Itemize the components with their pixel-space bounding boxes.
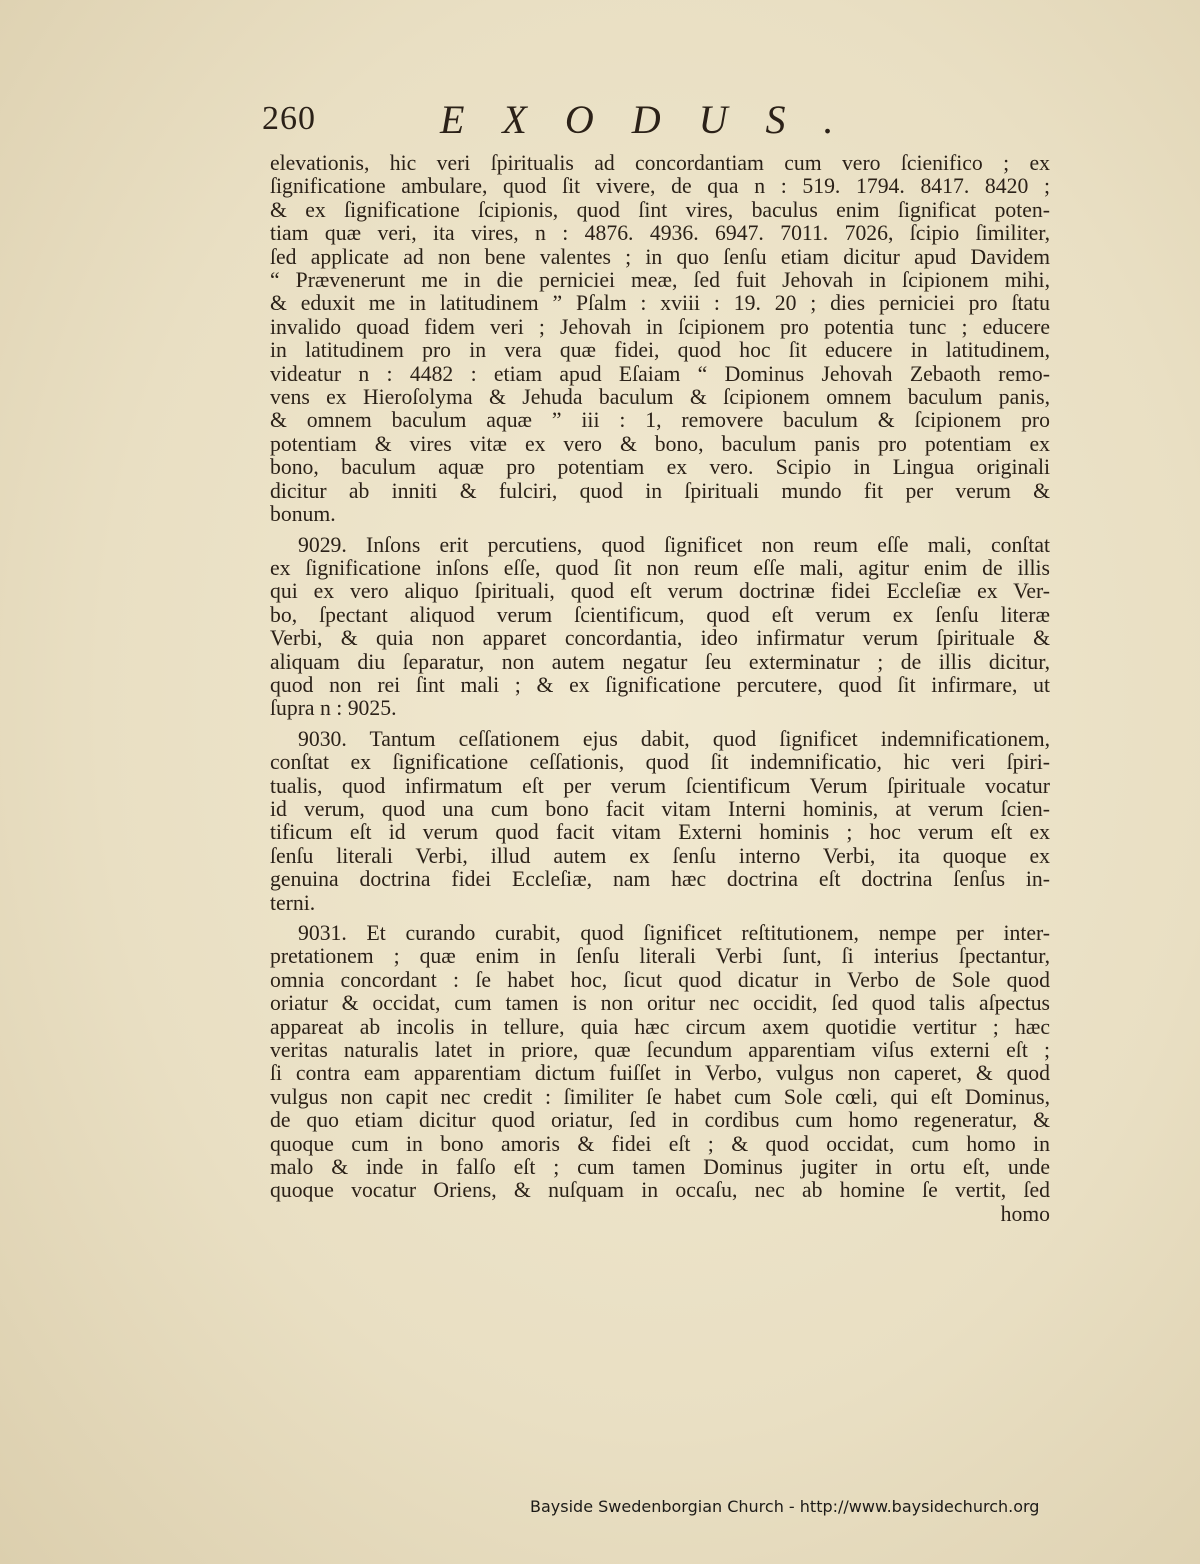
text-line: ſignificatione ambulare, quod ſit vivere, de qua n : 519. 1794. 8417. 8420 ;: [270, 174, 1050, 199]
paragraph: [270, 152, 1050, 527]
text-line: omnia concordant : ſe habet hoc, ſicut quod dicatur in Verbo de Sole quod: [270, 967, 1050, 992]
page-number: 260: [262, 100, 316, 137]
text-line: bo, ſpectant aliquod verum ſcientificum, quod eſt verum ex ſenſu literæ: [270, 602, 1050, 627]
text-line: & omnem baculum aquæ ” iii : 1, removere baculum & ſcipionem pro: [270, 408, 1050, 433]
text-line: in latitudinem pro in vera quæ fidei, quod hoc ſit educere in latitudinem,: [270, 338, 1050, 363]
text-line: vens ex Hieroſolyma & Jehuda baculum & ſcipionem omnem baculum panis,: [270, 385, 1050, 410]
catchword: homo: [1000, 1201, 1050, 1226]
text-line: quoque cum in bono amoris & fidei eſt ; & quod occidat, cum homo in: [270, 1131, 1050, 1156]
text-line: tiam quæ veri, ita vires, n : 4876. 4936. 6947. 7011. 7026, ſcipio ſimiliter,: [270, 221, 1050, 246]
paragraph: [270, 534, 1050, 721]
text-line: invalido quoad fidem veri ; Jehovah in ſcipionem pro potentia tunc ; educere: [270, 314, 1050, 339]
text-line: elevationis, hic veri ſpiritualis ad concordantiam cum vero ſcienifico ; ex: [270, 151, 1050, 175]
paragraph: [270, 922, 1050, 1226]
text-line: tificum eſt id verum quod facit vitam Externi hominis ; hoc verum eſt ex: [270, 820, 1050, 845]
text-line: bonum.: [270, 502, 336, 527]
text-line: ex ſignificatione inſons eſſe, quod ſit non reum eſſe mali, agitur enim de illis: [270, 555, 1050, 580]
text-line: 9031. Et curando curabit, quod ſignificet reſtitutionem, nempe per inter-: [298, 921, 1050, 945]
page-header: [262, 96, 1062, 146]
text-line: id verum, quod una cum bono facit vitam Interni hominis, at verum ſcien-: [270, 796, 1050, 821]
text-line: quoque vocatur Oriens, & nuſquam in occaſu, nec ab homine ſe vertit, ſed: [270, 1178, 1050, 1203]
text-line: & eduxit me in latitudinem ” Pſalm : xviii : 19. 20 ; dies perniciei pro ſtatu: [270, 291, 1050, 316]
text-line: & ex ſignificatione ſcipionis, quod ſint vires, baculus enim ſignificat poten-: [270, 197, 1050, 222]
text-line: terni.: [270, 890, 316, 915]
text-line: appareat ab incolis in tellure, quia hæc circum axem quotidie vertitur ; hæc: [270, 1014, 1050, 1039]
text-line: potentiam & vires vitæ ex vero & bono, baculum panis pro potentiam ex: [270, 431, 1050, 456]
text-line: 9029. Inſons erit percutiens, quod ſignificet non reum eſſe mali, conſtat: [298, 532, 1050, 557]
text-line: tualis, quod infirmatum eſt per verum ſcientificum Verum ſpirituale vocatur: [270, 773, 1050, 798]
paragraph: [270, 728, 1050, 915]
text-line: malo & inde in falſo eſt ; cum tamen Dominus jugiter in ortu eſt, unde: [270, 1155, 1050, 1180]
text-line: vulgus non capit nec credit : ſimiliter ſe habet cum Sole cœli, qui eſt Dominus,: [270, 1084, 1050, 1109]
running-title: EXODUS.: [440, 97, 872, 142]
text-line: 9030. Tantum ceſſationem ejus dabit, quod ſignificet indemnificationem,: [298, 726, 1050, 751]
text-line: qui ex vero aliquo ſpirituali, quod eſt verum doctrinæ fidei Eccleſiæ ex Ver-: [270, 579, 1050, 604]
text-line: “ Prævenerunt me in die perniciei meæ, ſed fuit Jehovah in ſcipionem mihi,: [270, 268, 1050, 293]
footer-credit: Bayside Swedenborgian Church - http://www.baysidechurch.org: [530, 1497, 1040, 1516]
text-line: conſtat ex ſignificatione ceſſationis, quod ſit indemnificatio, hic veri ſpiri-: [270, 750, 1050, 775]
text-line: de quo etiam dicitur quod oriatur, ſed in cordibus cum homo regeneratur, &: [270, 1108, 1050, 1133]
text-line: dicitur ab inniti & fulciri, quod in ſpirituali mundo fit per verum &: [270, 478, 1050, 503]
text-line: veritas naturalis latet in priore, quæ ſecundum apparentiam viſus externi eſt ;: [270, 1038, 1050, 1063]
body-text: [270, 152, 1050, 1233]
text-line: videatur n : 4482 : etiam apud Eſaiam “ Dominus Jehovah Zebaoth remo-: [270, 361, 1050, 386]
text-line: quod non rei ſint mali ; & ex ſignificatione percutere, quod ſit infirmare, ut: [270, 672, 1050, 697]
text-line: Verbi, & quia non apparet concordantia, ideo infirmatur verum ſpirituale &: [270, 626, 1050, 651]
text-line: pretationem ; quæ enim in ſenſu literali Verbi ſunt, ſi interius ſpectantur,: [270, 944, 1050, 969]
text-line: ſi contra eam apparentiam dictum fuiſſet in Verbo, vulgus non caperet, & quod: [270, 1061, 1050, 1086]
text-line: ſenſu literali Verbi, illud autem ex ſenſu interno Verbi, ita quoque ex: [270, 843, 1050, 868]
text-line: ſed applicate ad non bene valentes ; in quo ſenſu etiam dicitur apud Davidem: [270, 244, 1050, 269]
text-line: genuina doctrina fidei Eccleſiæ, nam hæc doctrina eſt doctrina ſenſus in-: [270, 867, 1050, 892]
text-line: oriatur & occidat, cum tamen is non oritur nec occidit, ſed quod talis aſpectus: [270, 991, 1050, 1016]
text-line: ſupra n : 9025.: [270, 696, 397, 721]
text-line: aliquam diu ſeparatur, non autem negatur ſeu exterminatur ; de illis dicitur,: [270, 649, 1050, 674]
text-line: bono, baculum aquæ pro potentiam ex vero. Scipio in Lingua originali: [270, 455, 1050, 480]
